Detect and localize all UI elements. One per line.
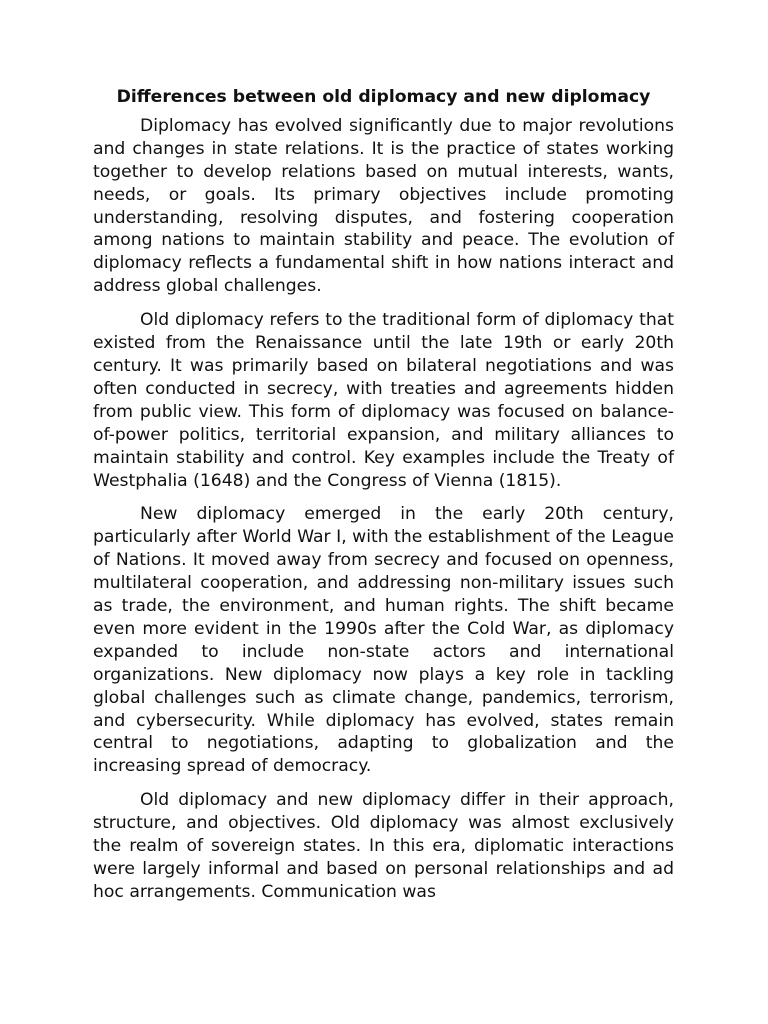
document-title: Differences between old diplomacy and new diplomacy [116,87,651,107]
paragraph-new-diplomacy: New diplomacy emerged in the early 20th century, particularly after World War I, with the establishment of the League of Nations. It moved away from secrecy and focused on openness, multilateral cooperation, and addressing non-military issues such as trade, the environment, and human rights. The shift became even more evident in the 1990s after the Cold War, as diplomacy expanded to include non-state actors and international organizations. New diplomacy now plays a key role in tackling global challenges such as climate change, pandemics, terrorism, and cybersecurity. While diplomacy has evolved, states remain central to negotiations, adapting to globalization and the increasing spread of democracy. [93,504,674,777]
paragraph-intro: Diplomacy has evolved significantly due to major revolutions and changes in state relations. It is the practice of states working together to develop relations based on mutual interests, wants, needs, or goals. Its primary objectives include promoting understanding, resolving disputes, and fostering cooperation among nations to maintain stability and peace. The evolution of diplomacy reflects a fundamental shift in how nations interact and address global challenges. [93,115,674,297]
document-body [93,86,674,915]
paragraph-old-diplomacy: Old diplomacy refers to the traditional form of diplomacy that existed from the Renaissance until the late 19th or early 20th century. It was primarily based on bilateral negotiations and was often conducted in secrecy, with treaties and agreements hidden from public view. This form of diplomacy was focused on balance-of-power politics, territorial expansion, and military alliances to maintain stability and control. Key examples include the Treaty of Westphalia (1648) and the Congress of Vienna (1815). [93,310,674,491]
paragraph-differences: Old diplomacy and new diplomacy differ in their approach, structure, and objectives. Old diplomacy was almost exclusively the realm of sovereign states. In this era, diplomatic interactions were largely informal and based on personal relationships and ad hoc arrangements. Communication was [93,790,674,902]
